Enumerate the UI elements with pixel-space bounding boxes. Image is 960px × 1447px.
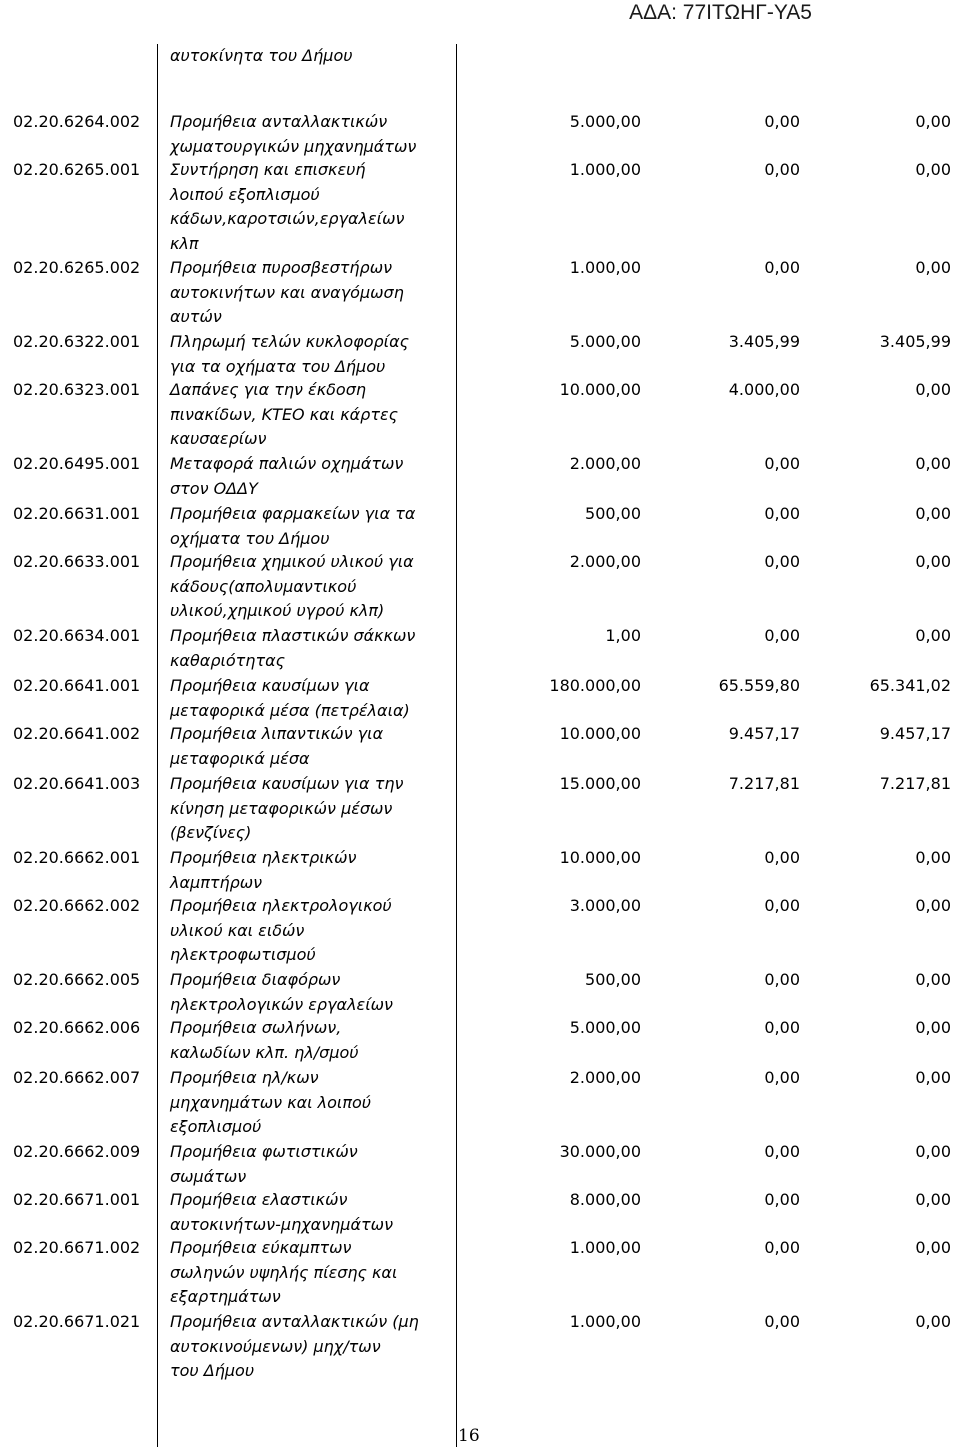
description-line: υλικού και ειδών <box>170 920 305 940</box>
paid-amount: 0,00 <box>915 970 951 989</box>
budget-amount: 500,00 <box>585 504 641 523</box>
committed-amount: 7.217,81 <box>728 774 800 793</box>
description-line: κάδων,καροτσιών,εργαλείων <box>170 209 405 228</box>
paid-amount: 0,00 <box>915 848 951 867</box>
description-line: Προμήθεια πυροσβεστήρων <box>170 258 393 277</box>
description-line: λοιπού εξοπλισμού <box>170 184 320 204</box>
paid-amount: 0,00 <box>915 1068 951 1087</box>
account-code: 02.20.6671.021 <box>13 1312 141 1331</box>
description-line: κλπ <box>170 233 199 253</box>
paid-amount: 0,00 <box>915 1312 951 1331</box>
budget-amount: 10.000,00 <box>559 724 641 743</box>
account-code: 02.20.6641.002 <box>13 724 141 743</box>
committed-amount: 9.457,17 <box>728 724 800 743</box>
paid-amount: 0,00 <box>915 160 951 179</box>
description-line: στον ΟΔΔΥ <box>170 478 258 498</box>
account-code: 02.20.6322.001 <box>13 332 141 351</box>
description-line: ηλεκτρολογικών εργαλείων <box>170 994 393 1014</box>
description-line: Προμήθεια φωτιστικών <box>170 1142 358 1161</box>
budget-amount: 1.000,00 <box>569 1312 641 1331</box>
description-line: σωληνών υψηλής πίεσης και <box>170 1262 398 1282</box>
budget-amount: 3.000,00 <box>569 896 641 915</box>
description-line: Συντήρηση και επισκευή <box>170 160 366 179</box>
budget-amount: 2.000,00 <box>569 1068 641 1087</box>
budget-amount: 10.000,00 <box>559 848 641 867</box>
description-line: Δαπάνες για την έκδοση <box>170 380 366 399</box>
budget-amount: 1.000,00 <box>569 258 641 277</box>
description-line: Προμήθεια πλαστικών σάκκων <box>170 626 416 645</box>
account-code: 02.20.6323.001 <box>13 380 141 399</box>
description-line: εξοπλισμού <box>170 1117 262 1136</box>
paid-amount: 0,00 <box>915 112 951 131</box>
description-line: Προμήθεια διαφόρων <box>170 970 341 989</box>
budget-amount: 2.000,00 <box>569 552 641 571</box>
account-code: 02.20.6662.002 <box>13 896 141 915</box>
description-line: του Δήμου <box>170 1361 255 1380</box>
account-code: 02.20.6662.001 <box>13 848 141 867</box>
budget-amount: 10.000,00 <box>559 380 641 399</box>
account-code: 02.20.6634.001 <box>13 626 141 645</box>
budget-amount: 5.000,00 <box>569 1018 641 1037</box>
description-line: κίνηση μεταφορικών μέσων <box>170 798 393 818</box>
description-line: οχήματα του Δήμου <box>170 528 330 548</box>
description-line: αυτοκινήτων και αναγόμωση <box>170 282 404 302</box>
committed-amount: 0,00 <box>764 504 800 523</box>
budget-amount: 500,00 <box>585 970 641 989</box>
description-line: αυτοκινούμενων) μηχ/των <box>170 1336 381 1356</box>
paid-amount: 0,00 <box>915 1018 951 1037</box>
committed-amount: 0,00 <box>764 1238 800 1257</box>
paid-amount: 3.405,99 <box>879 332 951 351</box>
description-line: (βενζίνες) <box>170 823 252 842</box>
committed-amount: 0,00 <box>764 552 800 571</box>
description-line: Προμήθεια καυσίμων για την <box>170 774 404 793</box>
description-line: Προμήθεια ηλ/κων <box>170 1068 319 1087</box>
paid-amount: 0,00 <box>915 1238 951 1257</box>
account-code: 02.20.6641.001 <box>13 676 141 695</box>
description-line: ηλεκτροφωτισμού <box>170 945 316 964</box>
description-line: Προμήθεια ηλεκτρολογικού <box>170 896 392 915</box>
account-code: 02.20.6631.001 <box>13 504 141 523</box>
committed-amount: 0,00 <box>764 896 800 915</box>
account-code: 02.20.6662.007 <box>13 1068 141 1087</box>
description-line: Προμήθεια σωλήνων, <box>170 1018 342 1037</box>
committed-amount: 0,00 <box>764 626 800 645</box>
budget-amount: 2.000,00 <box>569 454 641 473</box>
page-number: 16 <box>458 1426 480 1446</box>
description-line: μεταφορικά μέσα <box>170 748 310 768</box>
committed-amount: 65.559,80 <box>718 676 800 695</box>
committed-amount: 0,00 <box>764 848 800 867</box>
description-line: αυτοκινήτων-μηχανημάτων <box>170 1214 393 1234</box>
committed-amount: 0,00 <box>764 454 800 473</box>
description-line: χωματουργικών μηχανημάτων <box>170 136 417 156</box>
description-line: καθαριότητας <box>170 650 286 670</box>
description-line: Προμήθεια ανταλλακτικών <box>170 112 388 131</box>
budget-amount: 30.000,00 <box>559 1142 641 1161</box>
committed-amount: 0,00 <box>764 1068 800 1087</box>
account-code: 02.20.6265.002 <box>13 258 141 277</box>
account-code: 02.20.6662.006 <box>13 1018 141 1037</box>
description-line: Πληρωμή τελών κυκλοφορίας <box>170 332 409 351</box>
paid-amount: 0,00 <box>915 454 951 473</box>
paid-amount: 0,00 <box>915 896 951 915</box>
description-line: για τα οχήματα του Δήμου <box>170 356 386 376</box>
committed-amount: 0,00 <box>764 112 800 131</box>
description-line: Προμήθεια ηλεκτρικών <box>170 848 357 867</box>
description-line: μεταφορικά μέσα (πετρέλαια) <box>170 700 410 720</box>
budget-amount: 8.000,00 <box>569 1190 641 1209</box>
description-line: εξαρτημάτων <box>170 1287 281 1306</box>
paid-amount: 65.341,02 <box>869 676 951 695</box>
top-fragment-text: αυτοκίνητα του Δήμου <box>170 46 353 65</box>
committed-amount: 0,00 <box>764 1312 800 1331</box>
account-code: 02.20.6495.001 <box>13 454 141 473</box>
account-code: 02.20.6671.002 <box>13 1238 141 1257</box>
description-line: αυτών <box>170 307 222 326</box>
ada-header: ΑΔΑ: 77ΙΤΩΗΓ-ΥΑ5 <box>629 1 812 24</box>
description-line: Προμήθεια καυσίμων για <box>170 676 370 695</box>
budget-amount: 1.000,00 <box>569 1238 641 1257</box>
account-code: 02.20.6264.002 <box>13 112 141 131</box>
description-line: σωμάτων <box>170 1166 247 1186</box>
committed-amount: 0,00 <box>764 1142 800 1161</box>
committed-amount: 4.000,00 <box>728 380 800 399</box>
paid-amount: 7.217,81 <box>879 774 951 793</box>
budget-amount: 1.000,00 <box>569 160 641 179</box>
paid-amount: 0,00 <box>915 380 951 399</box>
account-code: 02.20.6662.005 <box>13 970 141 989</box>
account-code: 02.20.6641.003 <box>13 774 141 793</box>
budget-amount: 5.000,00 <box>569 112 641 131</box>
account-code: 02.20.6633.001 <box>13 552 141 571</box>
budget-amount: 1,00 <box>605 626 641 645</box>
committed-amount: 0,00 <box>764 258 800 277</box>
description-line: Προμήθεια εύκαμπτων <box>170 1238 352 1257</box>
committed-amount: 0,00 <box>764 1190 800 1209</box>
account-code: 02.20.6662.009 <box>13 1142 141 1161</box>
account-code: 02.20.6671.001 <box>13 1190 141 1209</box>
description-line: πινακίδων, ΚΤΕΟ και κάρτες <box>170 404 399 424</box>
paid-amount: 0,00 <box>915 626 951 645</box>
account-code: 02.20.6265.001 <box>13 160 141 179</box>
description-line: Προμήθεια λιπαντικών για <box>170 724 384 743</box>
budget-amount: 15.000,00 <box>559 774 641 793</box>
paid-amount: 9.457,17 <box>879 724 951 743</box>
committed-amount: 0,00 <box>764 160 800 179</box>
paid-amount: 0,00 <box>915 1190 951 1209</box>
paid-amount: 0,00 <box>915 258 951 277</box>
description-line: Προμήθεια χημικού υλικού για <box>170 552 414 571</box>
committed-amount: 3.405,99 <box>728 332 800 351</box>
committed-amount: 0,00 <box>764 970 800 989</box>
description-line: μηχανημάτων και λοιπού <box>170 1092 372 1112</box>
description-line: Προμήθεια ανταλλακτικών (μη <box>170 1312 419 1331</box>
description-line: κάδους(απολυμαντικού <box>170 576 357 596</box>
committed-amount: 0,00 <box>764 1018 800 1037</box>
paid-amount: 0,00 <box>915 1142 951 1161</box>
description-line: υλικού,χημικού υγρού κλπ) <box>170 601 385 620</box>
description-line: καυσαερίων <box>170 429 267 448</box>
description-line: Μεταφορά παλιών οχημάτων <box>170 454 404 473</box>
paid-amount: 0,00 <box>915 504 951 523</box>
description-line: καλωδίων κλπ. ηλ/σμού <box>170 1042 359 1062</box>
budget-amount: 180.000,00 <box>549 676 641 695</box>
budget-amount: 5.000,00 <box>569 332 641 351</box>
description-line: Προμήθεια φαρμακείων για τα <box>170 504 416 523</box>
description-line: Προμήθεια ελαστικών <box>170 1190 348 1209</box>
description-line: λαμπτήρων <box>170 872 263 892</box>
paid-amount: 0,00 <box>915 552 951 571</box>
